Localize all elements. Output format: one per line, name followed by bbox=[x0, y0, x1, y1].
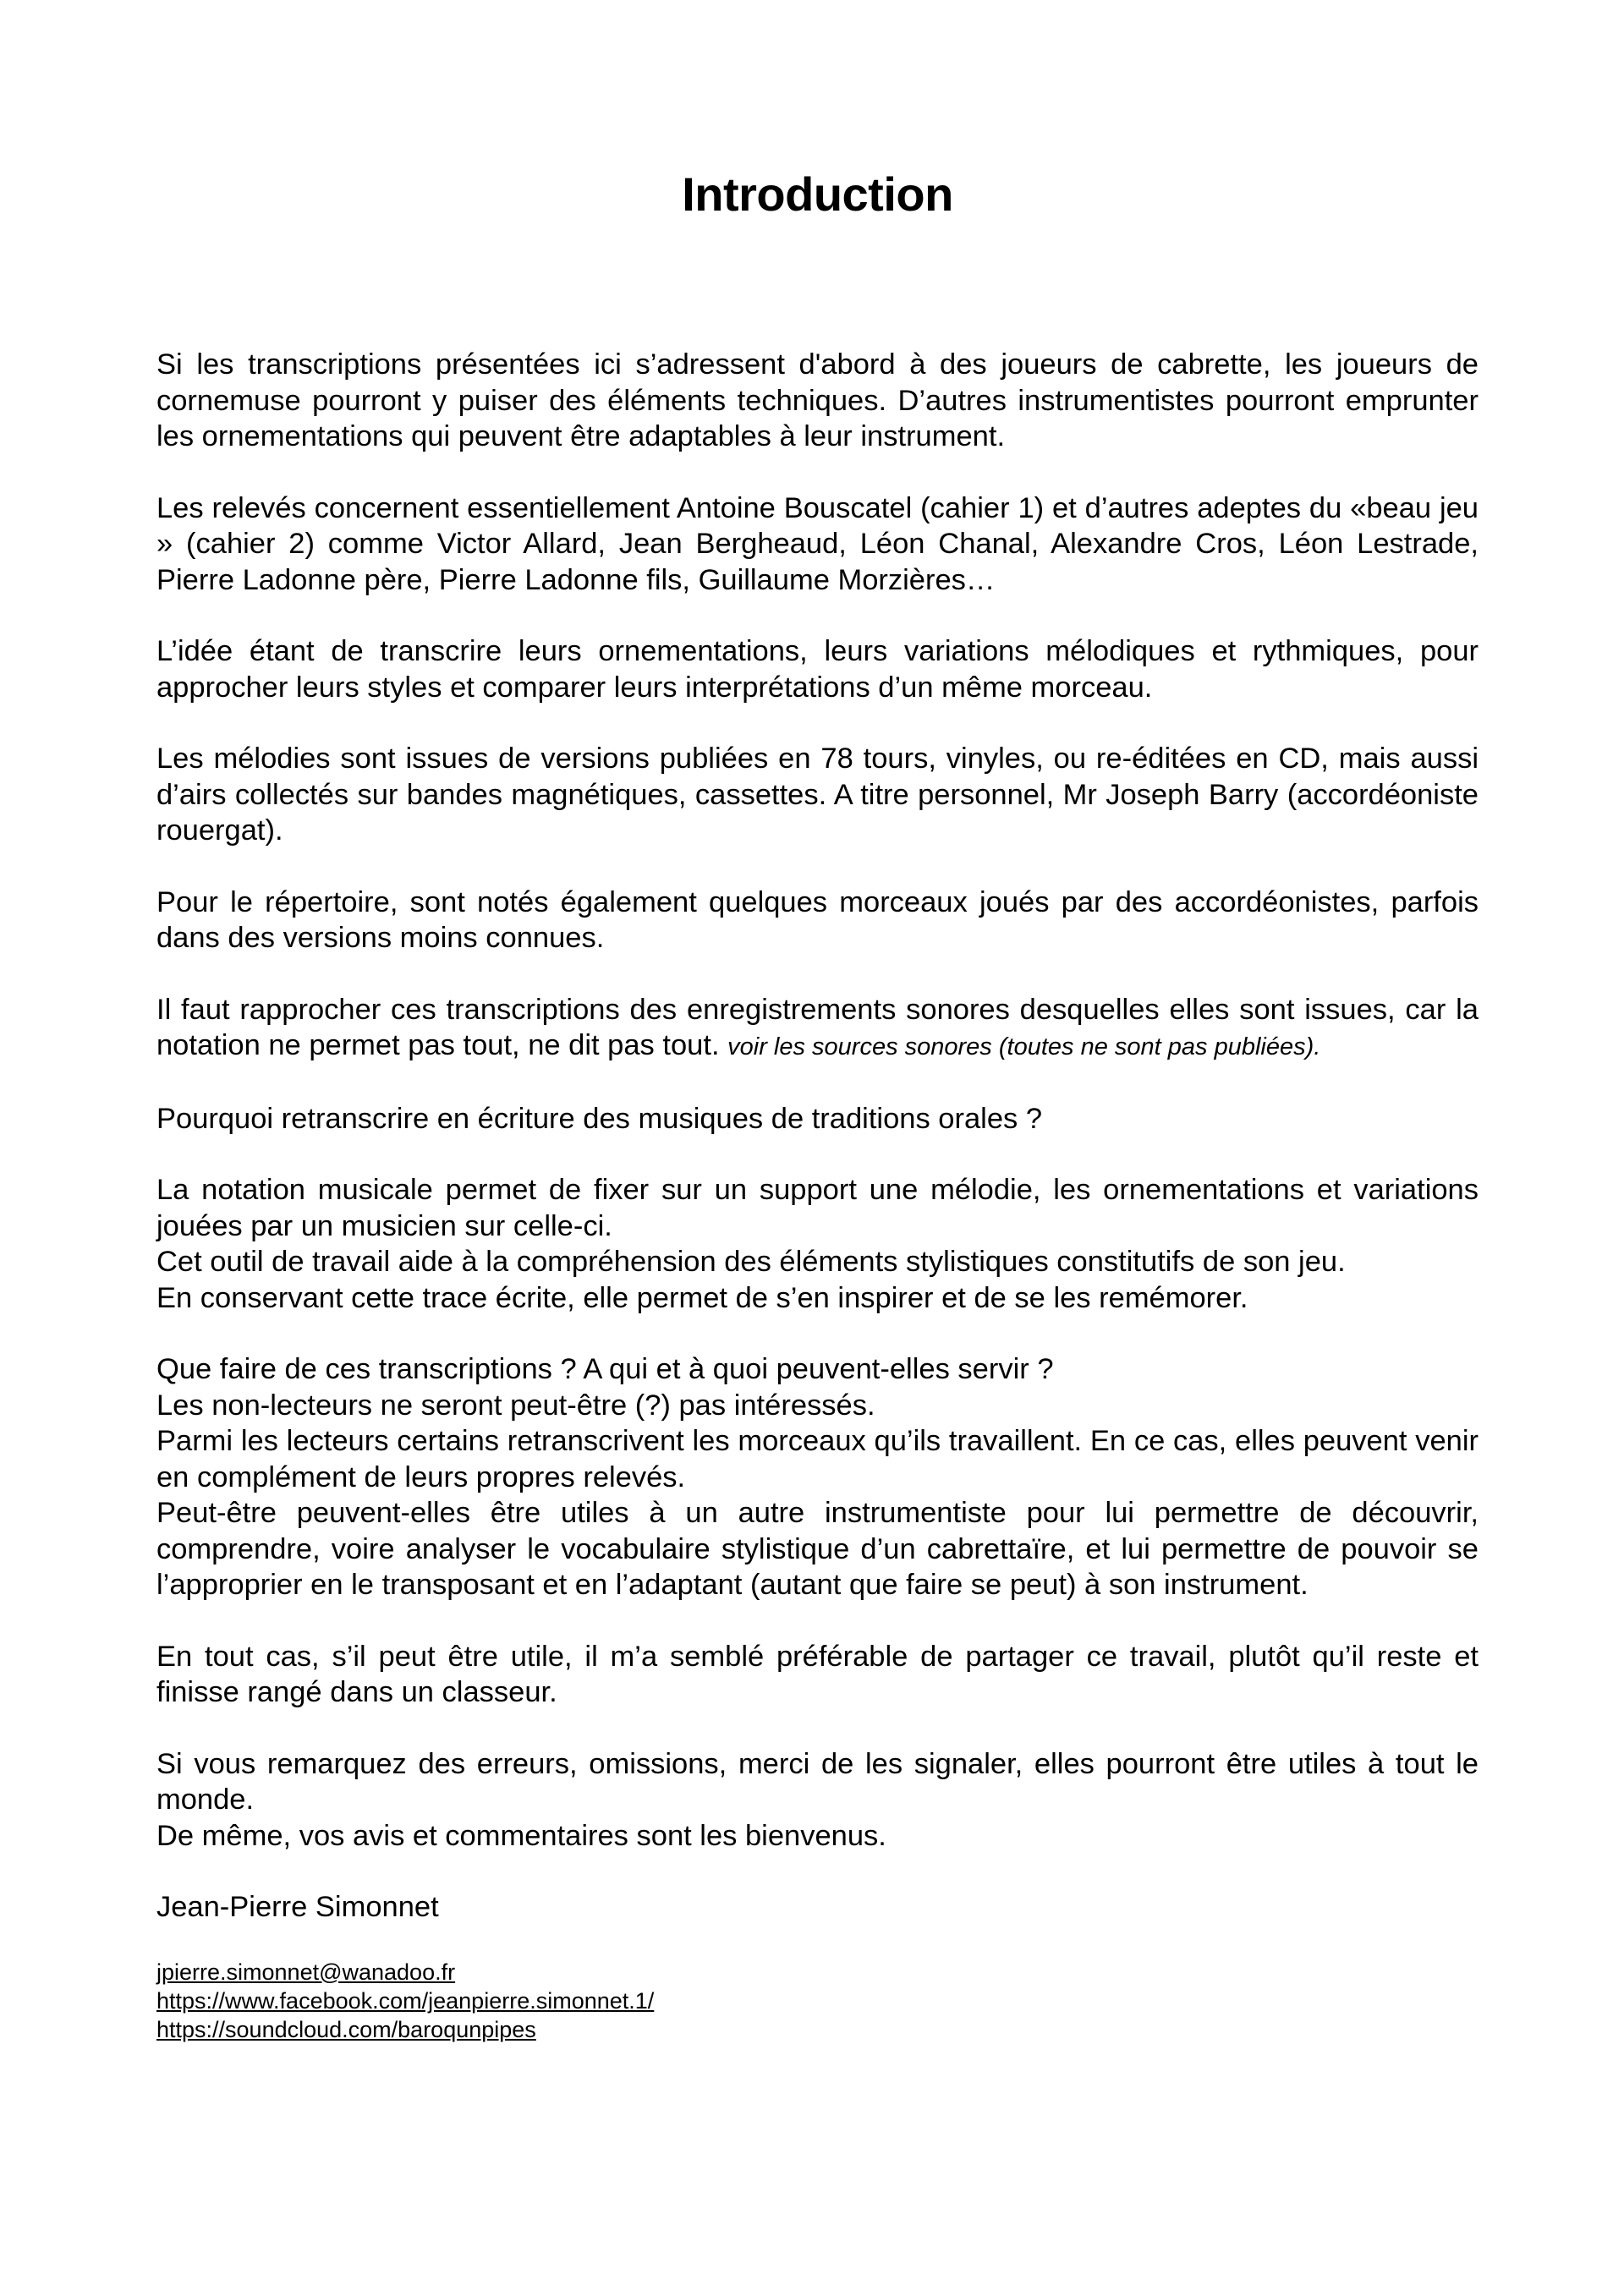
paragraph-audience: Si les transcriptions présentées ici s’adressent d'abord à des joueurs de cabrette, les joueurs de cornemuse pourront y puiser des éléments techniques. D’autres instrumentistes pourront emprunter les ornementations qui peuvent être adaptables à leur instrument. bbox=[156, 348, 1479, 452]
feedback-line: De même, vos avis et commentaires sont les bienvenus. bbox=[156, 1819, 886, 1852]
paragraph-repertoire: Pour le répertoire, sont notés également quelques morceaux joués par des accordéonistes, parfois dans des versions moins connues. bbox=[156, 885, 1479, 954]
paragraph-usage bbox=[156, 1351, 1479, 1603]
paragraph-feedback bbox=[156, 1746, 1479, 1855]
email-link[interactable]: jpierre.simonnet@wanadoo.fr bbox=[156, 1959, 456, 1985]
document-body bbox=[156, 347, 1479, 2044]
usage-line: Peut-être peuvent-elles être utiles à un autre instrumentiste pour lui permettre de découvrir, comprendre, voire analyser le vocabulaire stylistique d’un cabrettaïre, et lui permettre de pouvoir se l’approprier en le transposant et en l’adaptant (autant que faire se peut) à son instrument. bbox=[156, 1497, 1479, 1601]
feedback-line: Si vous remarquez des erreurs, omissions, merci de les signaler, elles pourront être utiles à tout le monde. bbox=[156, 1747, 1479, 1816]
paragraph-sharing: En tout cas, s’il peut être utile, il m’a semblé préférable de partager ce travail, plutôt qu’il reste et finisse rangé dans un classeur. bbox=[156, 1640, 1479, 1708]
notation-line: Cet outil de travail aide à la compréhension des éléments stylistiques constitutifs de son jeu. bbox=[156, 1246, 1346, 1278]
notation-line: La notation musicale permet de fixer sur un support une mélodie, les ornementations et variations jouées par un musicien sur celle-ci. bbox=[156, 1174, 1479, 1242]
paragraph-sources: Les mélodies sont issues de versions publiées en 78 tours, vinyles, ou re-éditées en CD, mais aussi d’airs collectés sur bandes magnétiques, cassettes. A titre personnel, Mr Joseph Barry (accordéoniste rouergat). bbox=[156, 743, 1479, 847]
usage-line: Les non-lecteurs ne seront peut-être (?) pas intéressés. bbox=[156, 1389, 875, 1422]
contact-links bbox=[156, 1958, 1479, 2044]
facebook-link[interactable]: https://www.facebook.com/jeanpierre.simonnet.1/ bbox=[156, 1987, 655, 2014]
page-title: Introduction bbox=[682, 167, 953, 221]
notation-line: En conservant cette trace écrite, elle permet de s’en inspirer et de se les remémorer. bbox=[156, 1281, 1248, 1314]
usage-line: Parmi les lecteurs certains retranscrivent les morceaux qu’ils travaillent. En ce cas, elles peuvent venir en complément de leurs propres relevés. bbox=[156, 1425, 1479, 1493]
author-signature: Jean-Pierre Simonnet bbox=[156, 1891, 439, 1923]
recordings-note: voir les sources sonores (toutes ne sont pas publiées). bbox=[727, 1033, 1321, 1060]
recordings-text: Il faut rapprocher ces transcriptions des enregistrements sonores desquelles elles sont issues, car la notation ne permet pas tout, ne dit pas tout. bbox=[156, 993, 1479, 1061]
paragraph-purpose: L’idée étant de transcrire leurs ornementations, leurs variations mélodiques et rythmiques, pour approcher leurs styles et comparer leurs interprétations d’un même morceau. bbox=[156, 635, 1479, 704]
paragraph-notation bbox=[156, 1172, 1479, 1316]
usage-line: Que faire de ces transcriptions ? A qui et à quoi peuvent-elles servir ? bbox=[156, 1353, 1054, 1385]
paragraph-musicians: Les relevés concernent essentiellement Antoine Bouscatel (cahier 1) et d’autres adeptes du «beau jeu » (cahier 2) comme Victor Allard, Jean Bergheaud, Léon Chanal, Alexandre Cros, Léon Lestrade, Pierre Ladonne père, Pierre Ladonne fils, Guillaume Morzières… bbox=[156, 491, 1479, 596]
paragraph-question: Pourquoi retranscrire en écriture des musiques de traditions orales ? bbox=[156, 1102, 1043, 1135]
soundcloud-link[interactable]: https://soundcloud.com/baroqunpipes bbox=[156, 2016, 536, 2042]
paragraph-recordings bbox=[156, 992, 1479, 1066]
